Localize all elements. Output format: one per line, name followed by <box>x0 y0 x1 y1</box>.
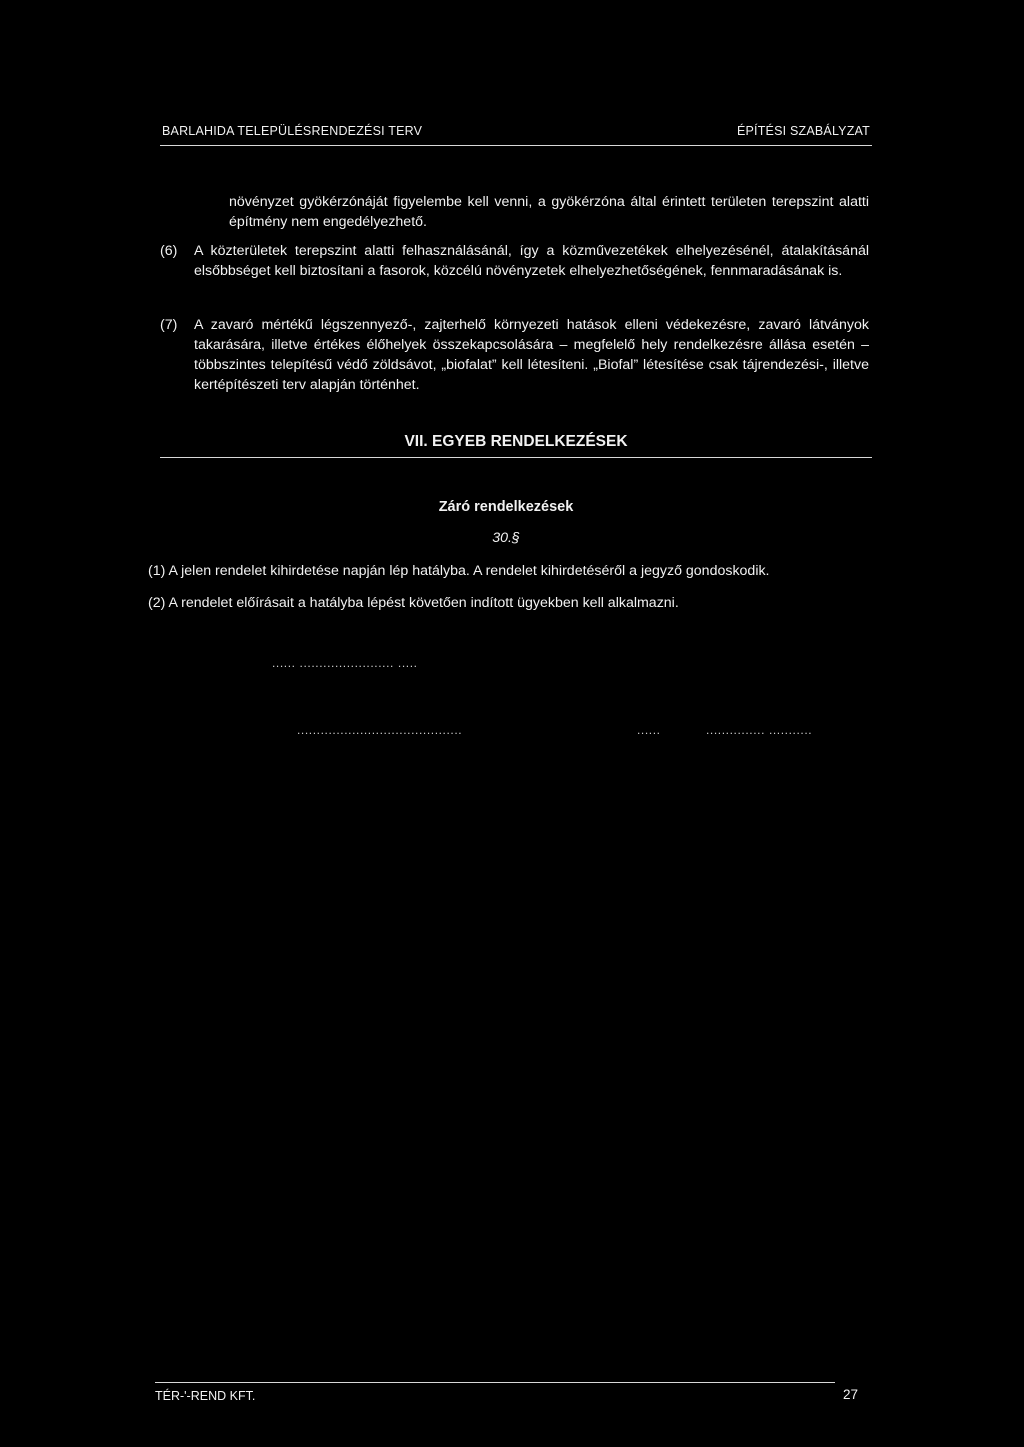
header-document-title: BARLAHIDA TELEPÜLÉSRENDEZÉSI TERV <box>162 124 423 138</box>
paragraph-7-text: A zavaró mértékű légszennyező-, zajterhelő környezeti hatások elleni védekezésre, zavaró látványok takarására, illetve értékes élőhelyek összekapcsolására – megfelelő hely rendelkezésre állása esetén – többszintes telepítésű védő zöldsávot, „biofalat” kell létesíteni. „Biofal” létesítése csak tájrendezési-, illetve kertépítészeti terv alapján történhet. <box>194 317 869 393</box>
closing-provision-2: (2) A rendelet előírásait a hatályba lépést követően indított ügyekben kell alkalmazni. <box>148 595 679 611</box>
paragraph-6-text: A közterületek terepszint alatti felhasználásánál, így a közművezetékek elhelyezésénél, átalakításánál elsőbbséget kell biztosítani a fasorok, közcélú növényzetek elhelyezhetőségének, fennmaradásának is. <box>194 243 869 279</box>
paragraph-6-number: (6) <box>160 243 178 259</box>
signature-line-1: ...... ........................ ..... <box>272 656 418 670</box>
footer-company: TÉR-'-REND KFT. <box>155 1389 256 1403</box>
paragraph-continuation: növényzet gyökérzónáját figyelembe kell venni, a gyökérzóna által érintett területen terepszint alatti építmény nem engedélyezhető. <box>229 194 869 230</box>
header-section-title: ÉPÍTÉSI SZABÁLYZAT <box>736 124 870 138</box>
signature-line-4: ............... ........... <box>706 723 813 737</box>
signature-line-3: ...... <box>637 723 661 737</box>
footer-divider <box>155 1382 835 1383</box>
closing-provision-1: (1) A jelen rendelet kihirdetése napján lép hatályba. A rendelet kihirdetéséről a jegyző gondoskodik. <box>148 563 770 579</box>
paragraph-sign: 30.§ <box>492 530 520 546</box>
section-title: VII. EGYEB RENDELKEZÉSEK <box>404 433 628 450</box>
section-divider <box>160 457 872 458</box>
signature-line-2: .......................................... <box>297 723 463 737</box>
footer-page-number: 27 <box>843 1387 859 1402</box>
header-divider <box>160 145 872 146</box>
paragraph-7-number: (7) <box>160 317 178 333</box>
section-subtitle: Záró rendelkezések <box>438 499 574 515</box>
